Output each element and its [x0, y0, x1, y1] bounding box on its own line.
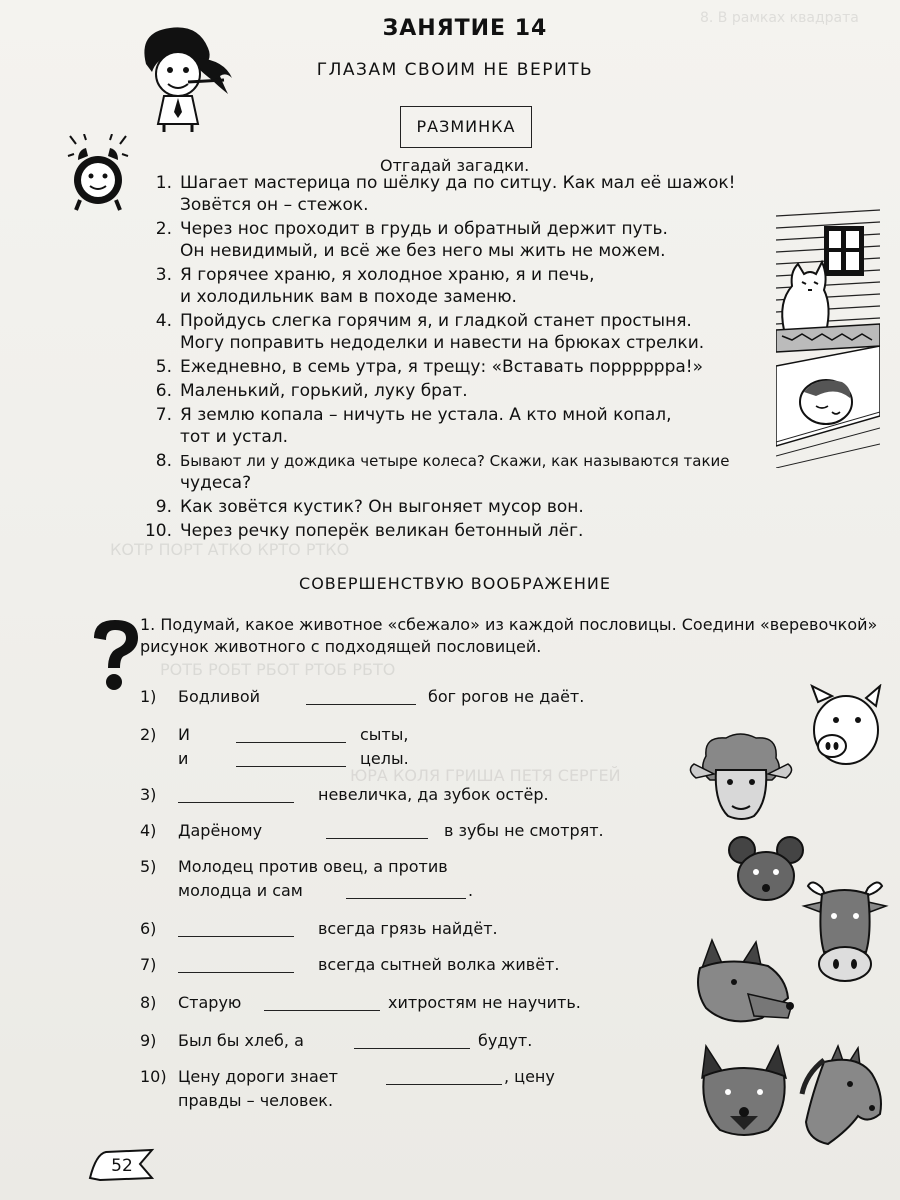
riddle-line: Я землю копала – ничуть не устала. А кто мной копал,	[180, 405, 672, 425]
page-number: 52	[111, 1156, 133, 1176]
proverb-row	[140, 784, 700, 808]
lesson-subtitle: ГЛАЗАМ СВОИМ НЕ ВЕРИТЬ	[316, 60, 594, 80]
riddle-text	[180, 172, 852, 216]
riddle-number: 4.	[155, 311, 172, 331]
answer-blank[interactable]	[236, 728, 346, 743]
riddle-text	[180, 450, 852, 494]
riddle-line: Через нос проходит в грудь и обратный держит путь.	[180, 219, 668, 239]
proverb-text-start: Был бы хлеб, а	[178, 1031, 304, 1050]
riddle-text	[180, 380, 852, 402]
riddle-item	[132, 218, 852, 262]
proverb-number: 3)	[140, 785, 157, 804]
cat-and-sleeping-boy-illustration	[776, 206, 880, 468]
riddle-text	[180, 496, 852, 518]
proverb-number: 8)	[140, 993, 157, 1012]
riddle-line: Через речку поперёк великан бетонный лёг.	[180, 521, 584, 541]
riddle-text	[180, 520, 852, 542]
riddle-text	[180, 404, 852, 448]
riddle-item	[132, 496, 852, 518]
riddle-item	[132, 520, 852, 542]
riddle-line: Как зовётся кустик? Он выгоняет мусор вон.	[180, 497, 584, 517]
proverb-number: 2)	[140, 725, 157, 744]
proverb-number: 9)	[140, 1031, 157, 1050]
pig-icon	[806, 684, 886, 774]
lesson-title: ЗАНЯТИЕ 14	[382, 16, 548, 41]
bleed-through-text: КОТР ПОРТ АТКО КРТО РТКО	[110, 540, 350, 559]
wolf-icon	[694, 1040, 794, 1140]
riddle-number: 6.	[155, 381, 172, 401]
riddle-list	[132, 172, 852, 544]
proverb-text-end: в зубы не смотрят.	[444, 821, 604, 840]
riddle-text	[180, 356, 852, 378]
proverb-row	[140, 1090, 700, 1114]
answer-blank[interactable]	[386, 1070, 502, 1085]
riddle-text	[180, 310, 852, 354]
proverb-row	[140, 1066, 700, 1090]
proverb-text-start: Цену дороги знает	[178, 1067, 338, 1086]
answer-blank[interactable]	[326, 824, 428, 839]
proverb-number: 7)	[140, 955, 157, 974]
riddle-item	[132, 356, 852, 378]
riddle-number: 5.	[155, 357, 172, 377]
proverb-number: 10)	[140, 1067, 167, 1086]
proverb-text-end: сыты,	[360, 725, 409, 744]
proverb-number: 5)	[140, 857, 157, 876]
question-mark-icon	[88, 618, 142, 694]
wolf-icon	[688, 938, 794, 1030]
riddle-number: 7.	[155, 405, 172, 425]
proverb-text-end: бог рогов не даёт.	[428, 687, 585, 706]
proverb-row	[140, 856, 700, 880]
proverb-row	[140, 1030, 700, 1054]
proverb-text-end: всегда сытней волка живёт.	[318, 955, 560, 974]
answer-blank[interactable]	[178, 922, 294, 937]
riddle-number: 3.	[155, 265, 172, 285]
proverb-text-start: молодца и сам	[178, 881, 303, 900]
proverb-text-start: И	[178, 725, 190, 744]
section-warmup-label: РАЗМИНКА	[400, 106, 532, 148]
proverb-text-end: .	[468, 881, 474, 900]
riddle-line: тот и устал.	[180, 427, 289, 447]
answer-blank[interactable]	[236, 752, 346, 767]
answer-blank[interactable]	[306, 690, 416, 705]
riddle-item	[132, 264, 852, 308]
proverb-row	[140, 880, 700, 904]
riddle-item	[132, 172, 852, 216]
riddle-text	[180, 264, 852, 308]
proverb-text-start: Бодливой	[178, 687, 261, 706]
proverb-row	[140, 918, 700, 942]
riddle-line: Он невидимый, и всё же без него мы жить не можем.	[180, 241, 666, 261]
proverb-row	[140, 954, 700, 978]
riddle-number: 2.	[155, 219, 172, 239]
proverb-text-start: Дарёному	[178, 821, 263, 840]
proverb-text-start: Молодец против овец, а против	[178, 857, 448, 876]
riddle-item	[132, 380, 852, 402]
riddle-line: Пройдусь слегка горячим я, и гладкой станет простыня.	[180, 311, 692, 331]
riddle-item	[132, 404, 852, 448]
riddle-item	[132, 450, 852, 494]
riddle-line: чудеса?	[180, 473, 252, 493]
riddle-number: 10.	[144, 521, 172, 541]
proverb-text-start: и	[178, 749, 189, 768]
proverb-text-start: правды – человек.	[178, 1091, 334, 1110]
riddle-line: Маленький, горький, луку брат.	[180, 381, 468, 401]
page-number-flag	[86, 1146, 158, 1186]
proverb-number: 6)	[140, 919, 157, 938]
section-imagination-label: СОВЕРШЕНСТВУЮ ВООБРАЖЕНИЕ	[299, 574, 611, 593]
riddle-line: Бывают ли у дождика четыре колеса? Скажи, как называются такие	[180, 452, 730, 470]
answer-blank[interactable]	[354, 1034, 470, 1049]
warmup-instruction: Отгадай загадки.	[380, 156, 530, 175]
riddle-line: Могу поправить недоделки и навести на брюках стрелки.	[180, 333, 705, 353]
proverb-number: 4)	[140, 821, 157, 840]
answer-blank[interactable]	[264, 996, 380, 1011]
bleed-through-text: ЮРА КОЛЯ ГРИША ПЕТЯ СЕРГЕЙ	[350, 766, 621, 785]
riddle-text	[180, 218, 852, 262]
proverb-row	[140, 820, 700, 844]
bleed-through-text: РОТБ РОБТ РБОТ РТОБ РБТО	[160, 660, 396, 679]
cow-icon	[800, 872, 890, 984]
answer-blank[interactable]	[178, 788, 294, 803]
riddle-number: 8.	[155, 451, 172, 471]
riddle-line: Зовётся он – стежок.	[180, 195, 369, 215]
proverb-text-start: Старую	[178, 993, 242, 1012]
horse-icon	[798, 1044, 888, 1150]
riddle-line: Ежедневно, в семь утра, я трещу: «Вставать порррррра!»	[180, 357, 704, 377]
answer-blank[interactable]	[346, 884, 466, 899]
proverb-row	[140, 724, 700, 748]
proverb-text-end: невеличка, да зубок остёр.	[318, 785, 549, 804]
riddle-line: Шагает мастерица по шёлку да по ситцу. Как мал её шажок!	[180, 173, 736, 193]
matching-task-text: 1. Подумай, какое животное «сбежало» из каждой пословицы. Соедини «веревочкой» рисунок животного с подходящей пословицей.	[140, 615, 878, 656]
riddle-item	[132, 310, 852, 354]
riddle-line: и холодильник вам в походе заменю.	[180, 287, 517, 307]
riddle-line: Я горячее храню, я холодное храню, я и печь,	[180, 265, 595, 285]
bleed-through-text: 8. В рамках квадрата	[700, 10, 859, 26]
proverb-row	[140, 748, 700, 772]
proverb-text-end: всегда грязь найдёт.	[318, 919, 498, 938]
alarm-clock-icon	[66, 134, 130, 214]
proverb-text-end: целы.	[360, 749, 409, 768]
proverb-row	[140, 686, 700, 710]
proverb-row	[140, 992, 700, 1016]
sheep-icon	[686, 730, 796, 822]
mouse-icon	[728, 834, 808, 904]
proverb-text-end: будут.	[478, 1031, 533, 1050]
riddle-number: 9.	[155, 497, 172, 517]
answer-blank[interactable]	[178, 958, 294, 973]
proverb-number: 1)	[140, 687, 157, 706]
riddle-number: 1.	[155, 173, 172, 193]
proverb-text-end: , цену	[504, 1067, 555, 1086]
proverb-text-end: хитростям не научить.	[388, 993, 581, 1012]
